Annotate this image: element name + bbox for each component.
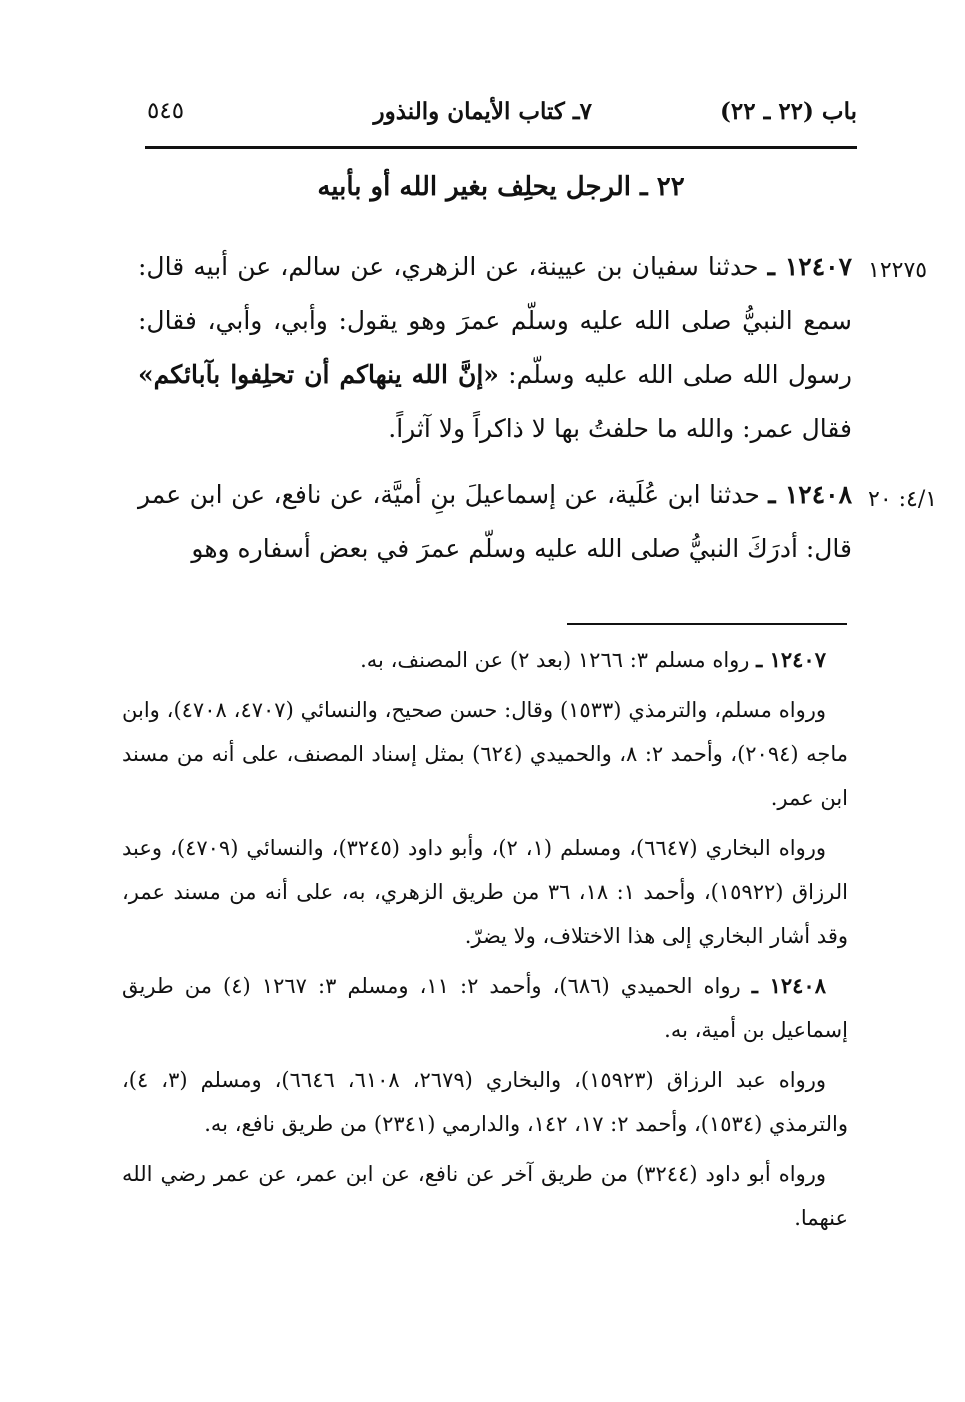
footnote-number: ١٢٤٠٨ ـ — [751, 973, 826, 998]
chapter-title: ٢٢ ـ الرجل يحلِف بغير الله أو بأبيه — [317, 172, 685, 202]
footnote — [122, 964, 848, 1052]
page-number: ٥٤٥ — [147, 98, 185, 124]
side-reference-2: ٤/١: ٢٠ — [868, 487, 938, 512]
footnotes — [122, 638, 848, 1246]
hadith-text: حدثنا ابن عُلَية، عن إسماعيلَ بنِ أميَّة، عن نافع، عن ابن عمر قال: أدرَكَ النبيُّ صلى الله عليه وسلّم عمرَ في بعض أسفاره وهو — [138, 480, 852, 563]
footnote — [122, 1058, 848, 1146]
footnote-text: رواه الحميدي (٦٨٦)، وأحمد ٢: ١١، ومسلم ٣: ١٢٦٧ (٤) من طريق إسماعيل بن أمية، به. — [122, 974, 848, 1042]
hadith-number: ١٢٤٠٨ ـ — [768, 480, 852, 509]
hadith-text-end: فقال عمر: والله ما حلفتُ بها لا ذاكراً ولا آثراً. — [388, 414, 852, 443]
hadith-text: حدثنا سفيان بن عيينة، عن الزهري، عن سالم، عن أبيه قال: سمع النبيُّ صلى الله عليه وسلّم عمرَ وهو يقول: وأبي، وأبي، فقال: رسول الله صلى الله عليه وسلّم: — [138, 252, 852, 389]
hadith-quote: «إنَّ الله ينهاكم أن تحلِفوا بآبائكم» — [138, 360, 499, 389]
hadith-12407 — [138, 240, 852, 456]
hadith-number: ١٢٤٠٧ ـ — [767, 252, 852, 281]
hadith-12408 — [138, 468, 852, 576]
running-header — [145, 88, 857, 144]
header-section: باب (٢٢ ـ ٢٢) — [719, 98, 857, 125]
footnote-rule — [567, 623, 847, 625]
side-reference-1: ١٢٢٧٥ — [868, 258, 928, 283]
footnote — [122, 638, 848, 682]
footnote-number: ١٢٤٠٧ ـ — [756, 647, 826, 672]
footnote — [122, 688, 848, 820]
footnote-text: ورواه البخاري (٦٦٤٧)، ومسلم (١، ٢)، وأبو داود (٣٢٤٥)، والنسائي (٤٧٠٩)، وعبد الرزاق (١٥٩٢٢)، وأحمد ١: ١٨، ٣٦ من طريق الزهري، به، على أنه من مسند عمر، وقد أشار البخاري إلى هذا الاختلاف، ولا يضرّ. — [122, 836, 848, 948]
footnote-text: ورواه مسلم، والترمذي (١٥٣٣) وقال: حسن صحيح، والنسائي (٤٧٠٧، ٤٧٠٨)، وابن ماجه (٢٠٩٤)، وأحمد ٢: ٨، والحميدي (٦٢٤) بمثل إسناد المصنف، على أنه من مسند ابن عمر. — [122, 698, 848, 810]
footnote-text: ورواه أبو داود (٣٢٤٤) من طريق آخر عن نافع، عن ابن عمر، عن عمر رضي الله عنهما. — [122, 1162, 848, 1230]
header-book-title: ٧ـ كتاب الأيمان والنذور — [373, 98, 592, 125]
footnote-text: ورواه عبد الرزاق (١٥٩٢٣)، والبخاري (٢٦٧٩، ٦١٠٨، ٦٦٤٦)، ومسلم (٣، ٤)، والترمذي (١٥٣٤)، وأحمد ٢: ١٧، ١٤٢، والدارمي (٢٣٤١) من طريق نافع، به. — [122, 1068, 848, 1136]
footnote — [122, 1152, 848, 1240]
footnote-text: رواه مسلم ٣: ١٢٦٦ (بعد ٢) عن المصنف، به. — [360, 648, 757, 672]
footnote — [122, 826, 848, 958]
header-rule — [145, 146, 857, 149]
